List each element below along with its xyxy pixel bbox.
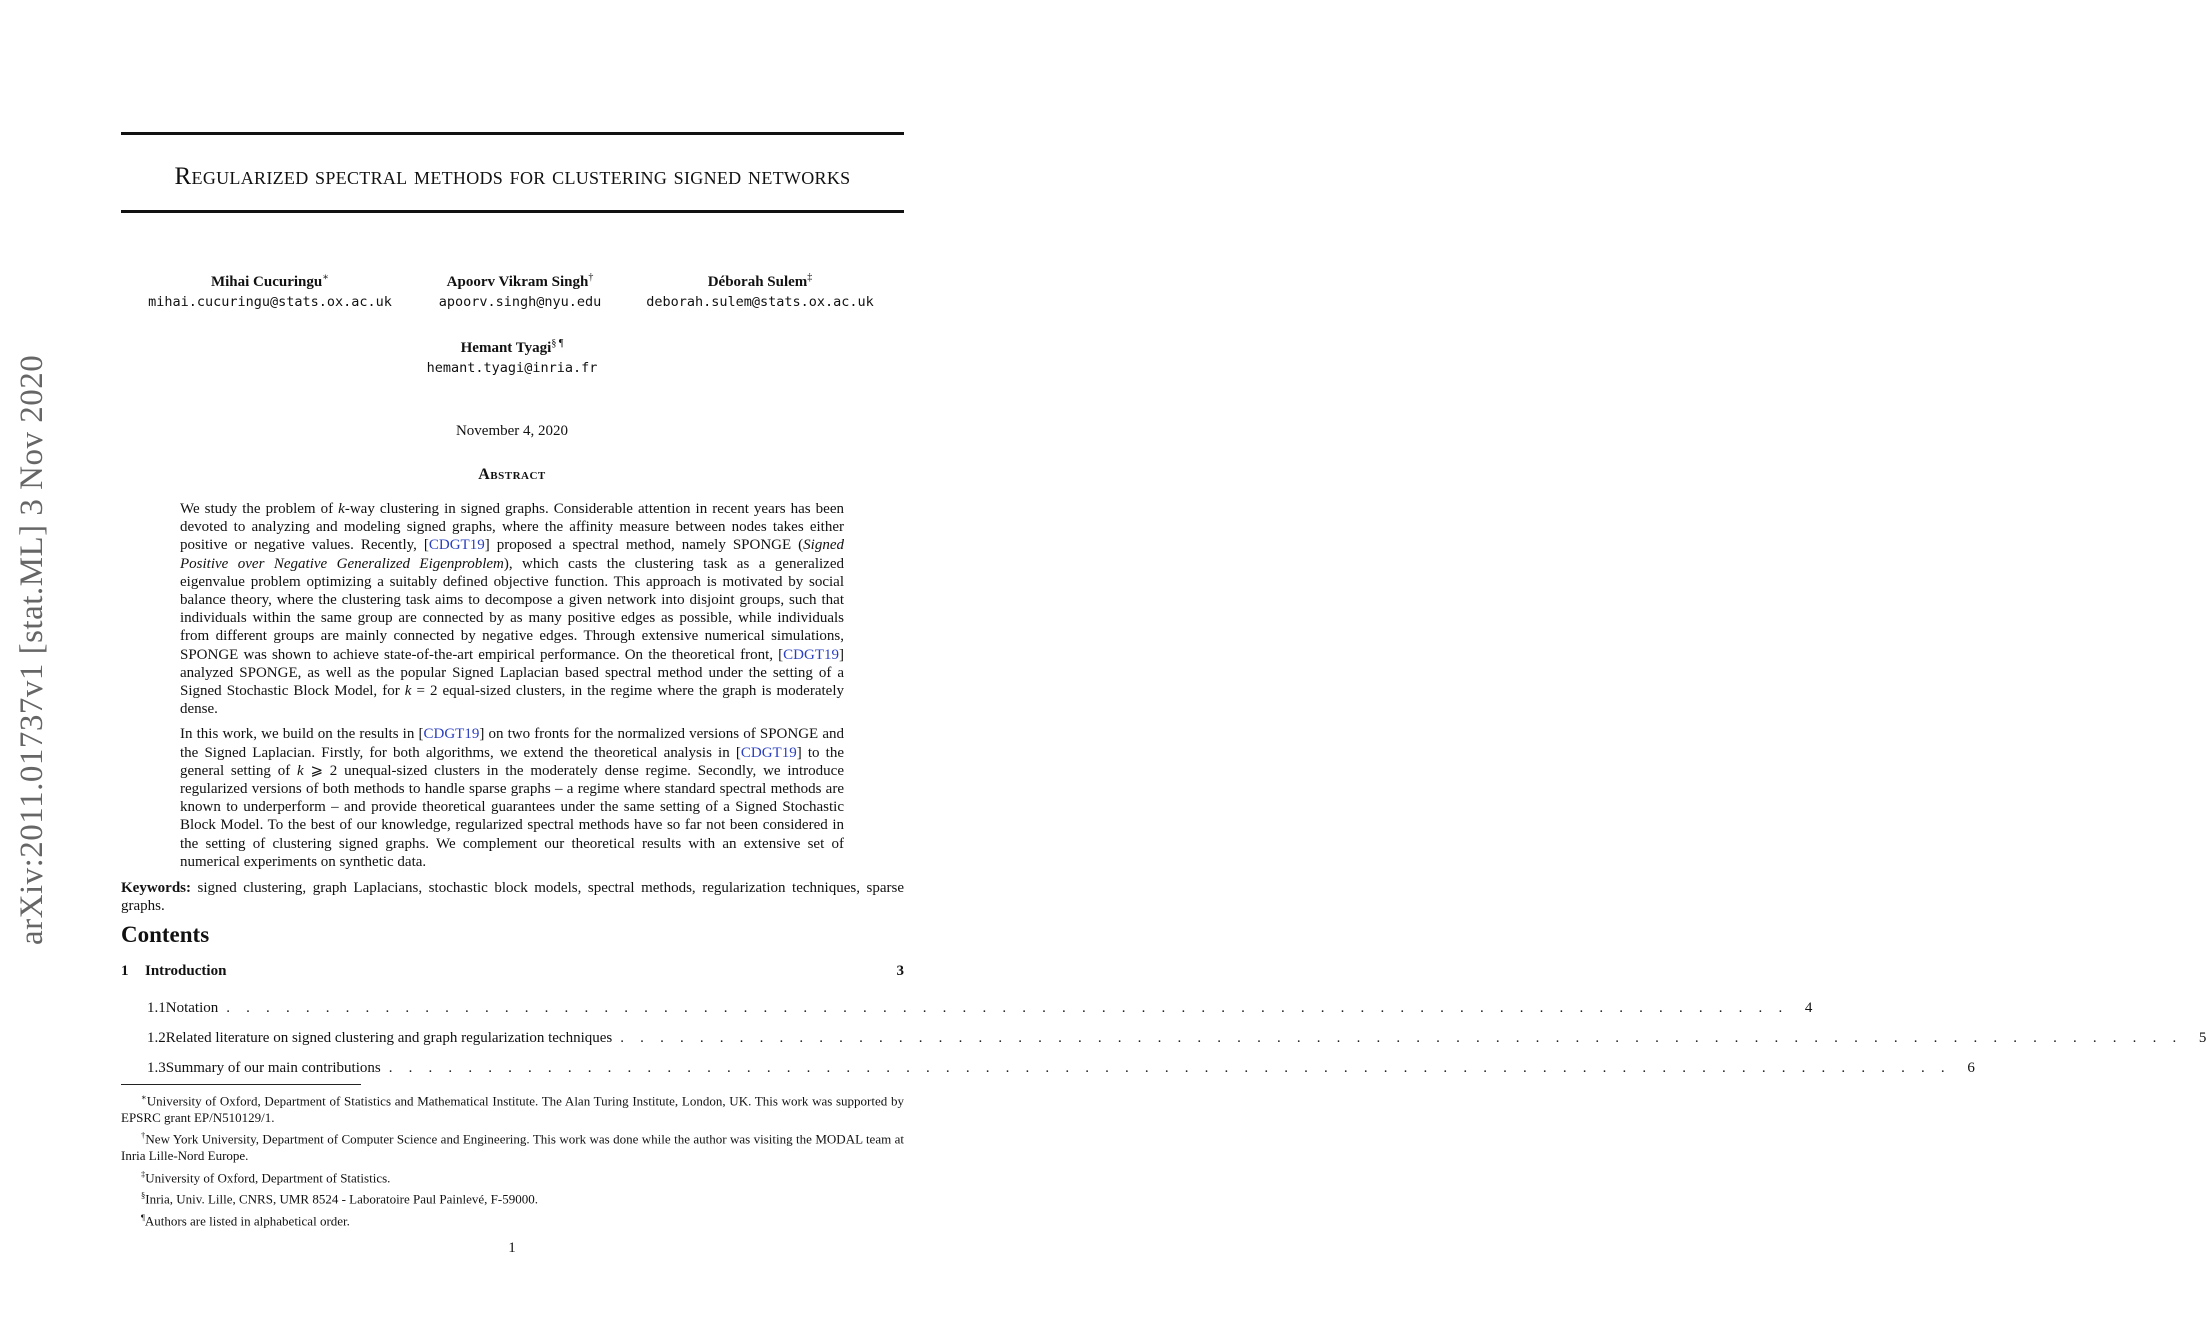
toc-page: 5 bbox=[2198, 1030, 2206, 1046]
author-email[interactable]: apoorv.singh@nyu.edu bbox=[438, 294, 602, 310]
keywords-label: Keywords: bbox=[121, 880, 191, 896]
footnote-mark: ∗ bbox=[322, 272, 330, 283]
footnotes bbox=[121, 1089, 904, 1231]
keywords-text: signed clustering, graph Laplacians, stochastic block models, spectral methods, regularization techniques, sparse graphs. bbox=[121, 880, 904, 914]
toc-page: 3 bbox=[896, 963, 904, 979]
author-email[interactable]: hemant.tyagi@inria.fr bbox=[426, 360, 598, 376]
abstract-paragraph-1: We study the problem of k-way clustering in signed graphs. Considerable attention in recent years has been devoted to analyzing and modeling signed graphs, where the affinity measure between nodes takes either positive or negative values. Recently, [CDGT19] proposed a spectral method, namely SPONGE (Signed Positive over Negative Generalized Eigenproblem), which casts the clustering task as a generalized eigenvalue problem optimizing a suitably defined objective function. This approach is motivated by social balance theory, where the clustering task aims to decompose a given network into disjoint groups, such that individuals within the same group are connected by as many positive edges as possible, while individuals from different groups are mainly connected by negative edges. Through extensive numerical simulations, SPONGE was shown to achieve state-of-the-art empirical performance. On the theoretical front, [CDGT19] analyzed SPONGE, as well as the popular Signed Laplacian based spectral method under the setting of a Signed Stochastic Block Model, for k = 2 equal-sized clusters, in the regime where the graph is moderately dense. bbox=[180, 501, 844, 718]
toc-number: 1.2 bbox=[147, 1030, 166, 1046]
footnote: ‡University of Oxford, Department of Statistics. bbox=[141, 1168, 391, 1185]
toc-page: 4 bbox=[1804, 1000, 1813, 1016]
footnote: †New York University, Department of Computer Science and Engineering. This work was done while the author was visiting the MODAL team at Inria Lille-Nord Europe. bbox=[121, 1130, 905, 1164]
abstract-heading: Abstract bbox=[478, 466, 546, 483]
toc-subsection-summary[interactable] bbox=[121, 1060, 1975, 1077]
citation-link[interactable]: CDGT19 bbox=[740, 744, 797, 761]
author-email[interactable]: mihai.cucuringu@stats.ox.ac.uk bbox=[148, 294, 392, 310]
abstract-body bbox=[180, 500, 844, 878]
toc-leader-dots: . . . . . . . . . . . . . . . . . . . . . . . . . . . . . . . . . . . . . . . . . . . . . . . . . . . . . . . . . . . . . . . . . . . . . . . . . . . . . . . bbox=[226, 1000, 1789, 1016]
footnote-mark: § ¶ bbox=[551, 338, 564, 349]
toc-number: 1 bbox=[121, 963, 129, 979]
toc-leader-dots: . . . . . . . . . . . . . . . . . . . . . . . . . . . . . . . . . . . . . . . . . . . . . . . . . . . . . . . . . . . . . . . . . . . . . . . . . . . . . . . bbox=[388, 1060, 1951, 1076]
toc-page: 6 bbox=[1967, 1060, 1975, 1076]
toc-label: Notation bbox=[165, 1000, 219, 1016]
footnote: §Inria, Univ. Lille, CNRS, UMR 8524 - Laboratoire Paul Painlevé, F-59000. bbox=[141, 1190, 538, 1207]
abstract-paragraph-2: In this work, we build on the results in [CDGT19] on two fronts for the normalized versions of SPONGE and the Signed Laplacian. Firstly, for both algorithms, we extend the theoretical analysis in [CDGT19] to the general setting of k ⩾ 2 unequal-sized clusters in the moderately dense regime. Secondly, we introduce regularized versions of both methods to handle sparse graphs – a regime where standard spectral methods are known to underperform – and provide theoretical guarantees under the same setting of a Signed Stochastic Block Model. To the best of our knowledge, regularized spectral methods have so far not been considered in the setting of clustering signed graphs. We complement our theoretical results with an extensive set of numerical experiments on synthetic data. bbox=[180, 726, 844, 870]
author-name: Déborah Sulem‡ bbox=[707, 272, 813, 290]
toc-section-introduction[interactable] bbox=[121, 963, 904, 980]
title-rule-top bbox=[121, 132, 904, 135]
footnote: ¶Authors are listed in alphabetical order. bbox=[141, 1212, 350, 1229]
citation-link[interactable]: CDGT19 bbox=[783, 646, 839, 663]
title-rule-bottom bbox=[121, 210, 904, 213]
author-name: Apoorv Vikram Singh† bbox=[446, 272, 594, 290]
footnote-mark: ‡ bbox=[807, 272, 813, 283]
footnote-rule bbox=[121, 1084, 361, 1085]
paper-title: Regularized spectral methods for clustering signed networks bbox=[174, 163, 851, 190]
author-block bbox=[120, 272, 420, 310]
arxiv-stamp[interactable]: arXiv:2011.01737v1 [stat.ML] 3 Nov 2020 bbox=[14, 354, 50, 945]
author-email[interactable]: deborah.sulem@stats.ox.ac.uk bbox=[646, 294, 874, 310]
toc-label: Summary of our main contributions bbox=[165, 1060, 381, 1076]
paper-date: November 4, 2020 bbox=[455, 423, 569, 439]
citation-link[interactable]: CDGT19 bbox=[428, 537, 485, 554]
citation-link[interactable]: CDGT19 bbox=[423, 726, 480, 743]
toc-label: Related literature on signed clustering and graph regularization techniques bbox=[165, 1030, 613, 1046]
toc-leader-dots: . . . . . . . . . . . . . . . . . . . . . . . . . . . . . . . . . . . . . . . . . . . . . . . . . . . . . . . . . . . . . . . . . . . . . . . . . . . . . . . bbox=[620, 1030, 2183, 1046]
footnote-mark: † bbox=[588, 272, 594, 283]
author-block bbox=[400, 338, 624, 376]
contents-heading: Contents bbox=[121, 922, 210, 947]
author-name: Hemant Tyagi§ ¶ bbox=[460, 338, 564, 356]
keywords bbox=[121, 879, 904, 915]
page-number: 1 bbox=[508, 1240, 516, 1256]
toc-subsection-notation[interactable] bbox=[121, 1000, 1813, 1017]
footnote: ∗University of Oxford, Department of Statistics and Mathematical Institute. The Alan Turing Institute, London, UK. This work was supported by EPSRC grant EP/N510129/1. bbox=[121, 1092, 904, 1125]
toc-label: Introduction bbox=[145, 963, 227, 979]
author-name: Mihai Cucuringu∗ bbox=[210, 272, 330, 290]
toc-subsection-related-literature[interactable] bbox=[121, 1030, 2206, 1047]
author-block bbox=[630, 272, 890, 310]
toc-number: 1.3 bbox=[147, 1060, 166, 1076]
toc-number: 1.1 bbox=[147, 1000, 166, 1016]
author-block bbox=[420, 272, 620, 310]
